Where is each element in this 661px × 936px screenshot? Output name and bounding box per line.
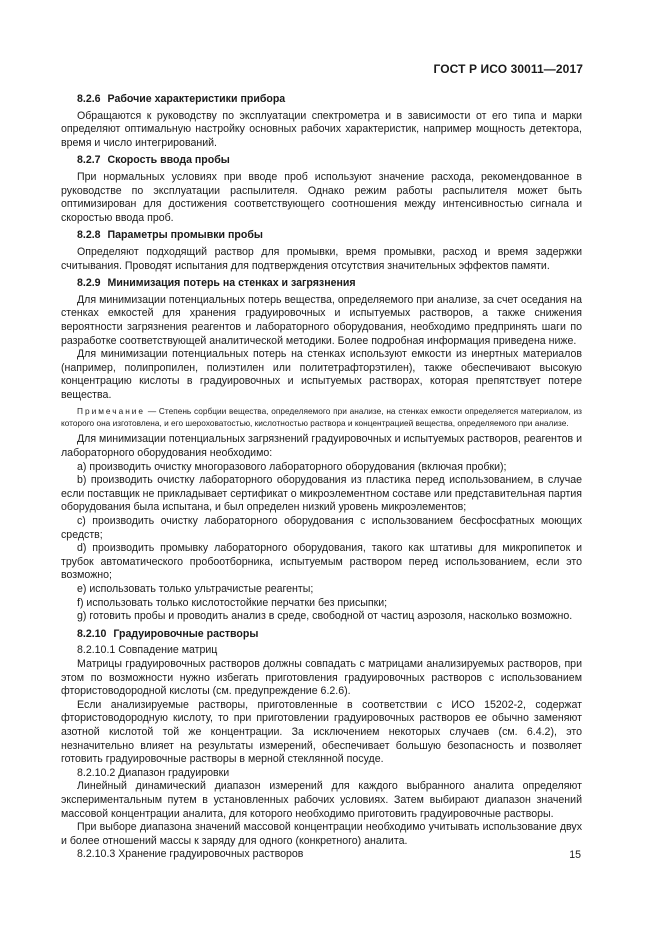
document-body xyxy=(61,93,582,862)
page-number: 15 xyxy=(569,849,581,861)
list-item: g) готовить пробы и проводить анализ в среде, свободной от частиц аэрозоля, насколько возможно. xyxy=(77,610,573,623)
note-label: Примечание xyxy=(77,406,146,417)
section-heading-8-2-8 xyxy=(77,229,582,243)
paragraph: При выборе диапазона значений массовой концентрации необходимо учитывать использование двух и более отношений массы к заряду для одного (конкретного) аналита. xyxy=(61,821,582,847)
subsection-heading: 8.2.10.2 Диапазон градуировки xyxy=(77,766,230,779)
section-heading-8-2-7 xyxy=(77,154,582,168)
note-text: — Степень сорбции вещества, определяемого при анализе, на стенках емкости определяется материалом, из которого она изготовлена, и его шероховатостью, кислотностью раствора и концентрацией вещества, определяемого при анализе. xyxy=(61,406,582,429)
paragraph: Обращаются к руководству по эксплуатации спектрометра и в зависимости от его типа и марки определяют оптимальную настройку основных рабочих характеристик, например мощность детектора, время и число интегрирований. xyxy=(61,109,582,149)
section-number: 8.2.6 xyxy=(77,93,101,105)
list-item: b) производить очистку лабораторного оборудования из пластика перед использованием, в случае если поставщик не прикладывает сертификат о микроэлементном составе или представительная партия оборудования была испытана, и был определен низкий уровень микроэлементов; xyxy=(61,474,582,514)
section-heading-8-2-6 xyxy=(77,93,582,107)
paragraph: Для минимизации потенциальных потерь на стенках используют емкости из инертных материалов (например, полипропилен, полиэтилен или политетрафторэтилен), также обеспечивают высокую концентрацию кислоты в градуировочных и испытуемых растворах, которая препятствует потере вещества. xyxy=(61,348,582,401)
paragraph: Для минимизации потенциальных потерь вещества, определяемого при анализе, за счет оседания на стенках емкостей для хранения градуировочных и испытуемых растворов, а также снижения вероятности загрязнения реагентов и лабораторного оборудования, необходимо предпринять шаги по разработке соответствующей аналитической методики. Более подробная информация приведена ниже. xyxy=(61,293,582,347)
paragraph: Матрицы градуировочных растворов должны совпадать с матрицами анализируемых растворов, при этом по возможности нужно избегать приготовления градуировочных растворов с использованием фтористоводородной кислоты (см. предупреждение 6.2.6). xyxy=(61,657,582,698)
section-number: 8.2.8 xyxy=(77,229,101,242)
paragraph: При нормальных условиях при вводе проб используют значение расхода, рекомендованное в руководстве по эксплуатации распылителя. Однако режим работы распылителя может быть оптимизирован для достижения соответствующего соотношения между интенсивностью сигнала и скоростью ввода проб. xyxy=(61,170,582,224)
subsection-heading: 8.2.10.1 Совпадение матриц xyxy=(77,644,218,657)
note xyxy=(61,405,582,429)
section-title: Градуировочные растворы xyxy=(113,627,259,640)
paragraph: Определяют подходящий раствор для промывки, время промывки, расход и время задержки считывания. Проводят испытания для подтверждения отсутствия значительных эффектов памяти. xyxy=(61,245,582,272)
paragraph: Для минимизации потенциальных загрязнений градуировочных и испытуемых растворов, реагентов и лабораторного оборудования необходимо: xyxy=(61,433,582,460)
paragraph: Линейный динамический диапазон измерений для каждого выбранного аналита определяют экспериментальным путем в установленных рабочих условиях. Затем выбирают диапазон значений массовой концентрации аналита, для которого необходимо приготовить градуировочные растворы. xyxy=(61,780,582,820)
list-item: a) производить очистку многоразового лабораторного оборудования (включая пробки); xyxy=(77,460,507,473)
section-number: 8.2.10 xyxy=(77,627,107,640)
section-title: Параметры промывки пробы xyxy=(107,229,263,242)
list-item: f) использовать только кислотостойкие перчатки без присыпки; xyxy=(77,596,388,609)
section-title: Рабочие характеристики прибора xyxy=(107,93,286,105)
section-number: 8.2.9 xyxy=(77,277,101,290)
subsection-heading: 8.2.10.3 Хранение градуировочных растворов xyxy=(77,848,304,861)
list-item: c) производить очистку лабораторного оборудования с использованием бесфосфатных моющих средств; xyxy=(61,515,582,541)
standard-header: ГОСТ Р ИСО 30011—2017 xyxy=(433,62,583,76)
section-heading-8-2-9 xyxy=(77,277,582,291)
list-item: e) использовать только ультрачистые реагенты; xyxy=(77,583,314,595)
list-item: d) производить промывку лабораторного оборудования, такого как штативы для микропипеток и трубок автоматического пробоотборника, испытуемым раствором перед использованием, если это возможно; xyxy=(61,542,582,582)
section-number: 8.2.7 xyxy=(77,154,101,167)
paragraph: Если анализируемые растворы, приготовленные в соответствии с ИСО 15202-2, содержат фтористоводородную кислоту, то при приготовлении градуировочных растворов ее обычно заменяют азотной кислотой той же концентрации. За исключением некоторых случаев (см. 6.4.2), это незначительно влияет на результаты измерений, обеспечивает большую безопасность и позволяет готовить градуировочные растворы в мерной стеклянной посуде. xyxy=(61,698,582,766)
section-title: Скорость ввода пробы xyxy=(107,154,230,167)
section-heading-8-2-10 xyxy=(77,628,582,642)
section-title: Минимизация потерь на стенках и загрязнения xyxy=(107,277,356,290)
